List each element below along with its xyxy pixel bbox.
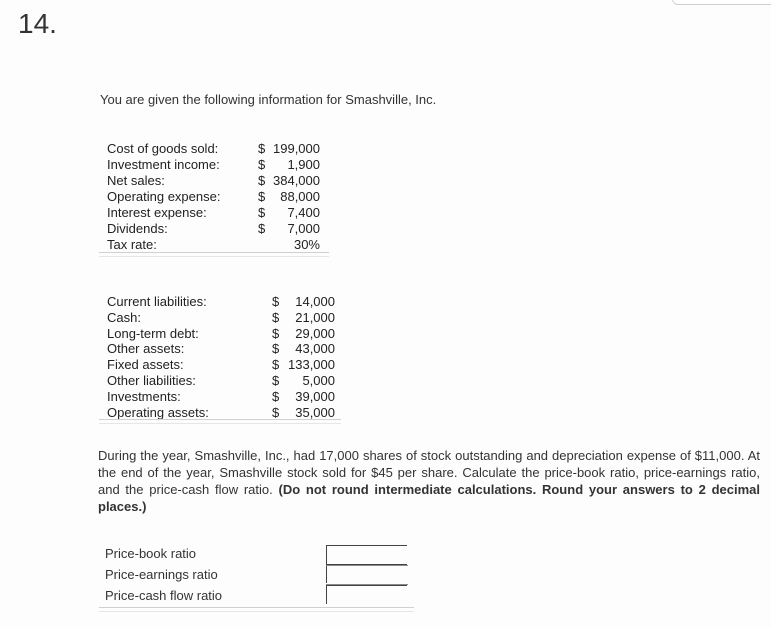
divider	[99, 611, 414, 612]
row-label: Current liabilities:	[107, 294, 207, 309]
row-amount: 29,000	[295, 325, 335, 341]
row-label: Other assets:	[107, 341, 185, 357]
row-label: Other liabilities:	[107, 372, 196, 388]
dollar-sign: $	[258, 141, 266, 156]
dollar-sign: $	[258, 157, 266, 172]
dollar-sign: $	[272, 325, 280, 341]
price-earnings-input[interactable]	[326, 564, 407, 583]
divider	[99, 256, 329, 257]
row-label: Interest expense:	[107, 205, 207, 220]
dollar-sign: $	[258, 189, 266, 204]
row-label: Cash:	[107, 309, 141, 325]
row-label: Investment income:	[107, 157, 220, 172]
row-label: Net sales:	[107, 173, 165, 188]
row-amount: 7,000	[287, 221, 320, 236]
divider	[99, 607, 414, 608]
row-amount: 35,000	[295, 404, 335, 420]
dollar-sign: $	[272, 294, 280, 309]
dollar-sign: $	[258, 221, 266, 236]
input-underline	[326, 584, 408, 585]
row-amount: 30%	[293, 237, 320, 252]
row-amount: 7,400	[287, 205, 320, 220]
row-amount: 39,000	[295, 388, 335, 404]
row-amount: 1,900	[287, 157, 320, 172]
row-label: Investments:	[107, 388, 181, 404]
row-amount: 43,000	[295, 341, 335, 357]
row-amount: 384,000	[273, 173, 320, 188]
dollar-sign: $	[272, 309, 280, 325]
row-amount: 5,000	[302, 372, 335, 388]
rounding-instructions: (Do not round intermediate calculations. Round your answers to 2 decimal places.)	[98, 482, 760, 514]
row-label: Fixed assets:	[107, 357, 184, 373]
row-amount: 133,000	[288, 357, 335, 373]
row-label: Cost of goods sold:	[107, 141, 219, 156]
row-amount: 21,000	[295, 309, 335, 325]
divider	[99, 252, 329, 253]
dollar-sign: $	[272, 341, 280, 357]
dollar-sign: $	[272, 357, 280, 373]
dollar-sign: $	[272, 372, 280, 388]
row-amount: 199,000	[273, 141, 320, 156]
row-label: Dividends:	[107, 221, 168, 236]
price-book-input[interactable]	[326, 545, 407, 564]
answer-label-price-earnings: Price-earnings ratio	[105, 567, 218, 582]
row-amount: 88,000	[280, 189, 320, 204]
price-cash-flow-input[interactable]	[326, 585, 407, 604]
row-label: Operating assets:	[107, 404, 209, 420]
answer-label-price-cash-flow: Price-cash flow ratio	[105, 588, 223, 603]
dollar-sign: $	[272, 388, 280, 404]
question-text: During the year, Smashville, Inc., had 17,000 shares of stock outstanding and depreciation expense of $11,000. At the end of the year, Smashville stock sold for $45 per share. Calculate the price-book ratio, price-earnings ratio, and the price-cash flow ratio.	[98, 448, 760, 497]
corner-tab	[672, 0, 771, 5]
dollar-sign: $	[258, 205, 266, 220]
divider	[99, 423, 341, 424]
question-paragraph	[98, 447, 760, 515]
row-label: Operating expense:	[107, 189, 221, 204]
input-underline	[326, 565, 408, 566]
dollar-sign: $	[258, 173, 266, 188]
divider	[99, 419, 341, 420]
dollar-sign: $	[272, 404, 280, 420]
question-number: 14.	[18, 8, 57, 39]
row-label: Long-term debt:	[107, 325, 199, 341]
intro-text: You are given the following information for Smashville, Inc.	[100, 92, 437, 107]
row-label: Tax rate:	[107, 237, 157, 252]
answer-label-price-book: Price-book ratio	[105, 546, 197, 561]
row-amount: 14,000	[295, 294, 335, 309]
